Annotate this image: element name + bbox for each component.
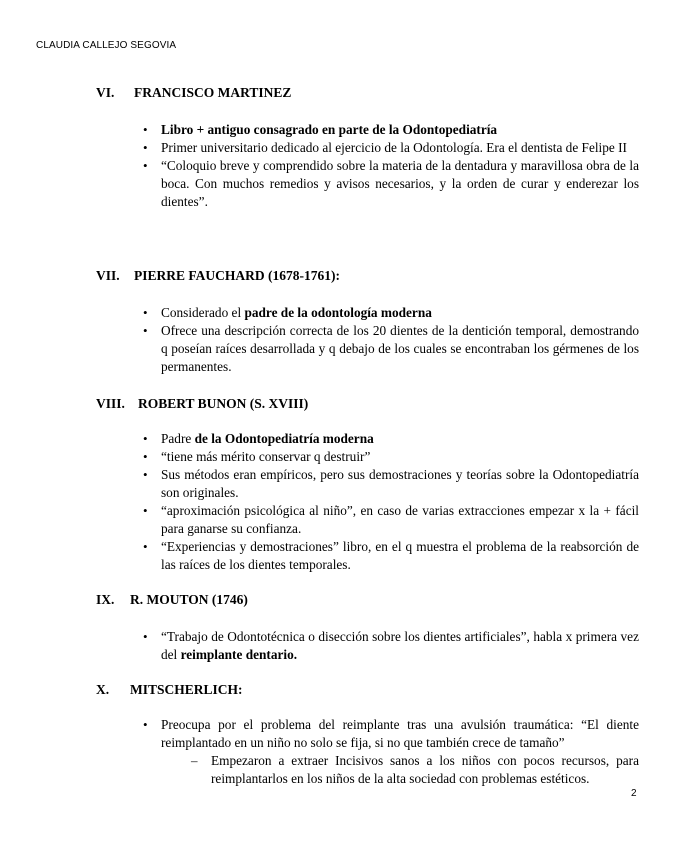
bullet-list xyxy=(140,716,639,752)
list-item: • “Coloquio breve y comprendido sobre la materia de la dentadura y maravillosa obra de la boca. Con muchos remedios y avisos necesarios, y la orden de curar y enderezar los dientes”. xyxy=(140,157,639,211)
section-number: VI. xyxy=(96,85,115,100)
list-item: • “aproximación psicológica al niño”, en caso de varias extracciones empezar x la + fácil para ganarse su confianza. xyxy=(140,502,639,538)
section-heading xyxy=(96,682,243,698)
section-number: VII. xyxy=(96,268,120,283)
section-number: VIII. xyxy=(96,396,125,411)
bullet-list xyxy=(140,304,639,376)
sub-bullet-list xyxy=(140,752,639,788)
list-item: • Sus métodos eran empíricos, pero sus demostraciones y teorías sobre la Odontopediatría son originales. xyxy=(140,466,639,502)
list-item: • “tiene más mérito conservar q destruir” xyxy=(140,448,639,466)
bold-text: de la Odontopediatría moderna xyxy=(194,431,374,446)
page-number: 2 xyxy=(631,788,637,799)
section-number: IX. xyxy=(96,592,115,607)
sub-list-item: – Empezaron a extraer Incisivos sanos a los niños con pocos recursos, para reimplantarlos en los niños de la alta sociedad con problemas estéticos. xyxy=(140,752,639,788)
section-heading xyxy=(96,592,248,608)
section-title: MITSCHERLICH: xyxy=(130,682,243,697)
list-item: • Preocupa por el problema del reimplante tras una avulsión traumática: “El diente reimplantado en un niño no solo se fija, si no que también crece de tamaño” xyxy=(140,716,639,752)
bold-text: padre de la odontología moderna xyxy=(244,305,432,320)
list-item: • Ofrece una descripción correcta de los 20 dientes de la dentición temporal, demostrando q poseían raíces desarrollada y q debajo de los cuales se encontraban los gérmenes de los permanentes. xyxy=(140,322,639,376)
list-item: • Considerado el padre de la odontología moderna xyxy=(140,304,639,322)
bullet-list xyxy=(140,628,639,664)
section-heading xyxy=(96,268,340,284)
section-title: FRANCISCO MARTINEZ xyxy=(134,85,292,100)
section-title: ROBERT BUNON (S. XVIII) xyxy=(138,396,309,411)
list-item: • “Trabajo de Odontotécnica o disección sobre los dientes artificiales”, habla x primera vez del reimplante dentario. xyxy=(140,628,639,664)
list-item: • “Experiencias y demostraciones” libro, en el q muestra el problema de la reabsorción de las raíces de los dientes temporales. xyxy=(140,538,639,574)
page-header: CLAUDIA CALLEJO SEGOVIA xyxy=(36,40,177,51)
section-title: PIERRE FAUCHARD (1678-1761): xyxy=(134,268,340,283)
section-heading xyxy=(96,396,308,412)
bullet-list xyxy=(140,430,639,574)
list-item: • Padre de la Odontopediatría moderna xyxy=(140,430,639,448)
bullet-list xyxy=(140,121,639,211)
section-title: R. MOUTON (1746) xyxy=(130,592,248,607)
list-item: • Primer universitario dedicado al ejercicio de la Odontología. Era el dentista de Felipe II xyxy=(140,139,639,157)
bold-text: Libro + antiguo consagrado en parte de la Odontopediatría xyxy=(161,122,498,137)
section-heading xyxy=(96,85,291,101)
section-number: X. xyxy=(96,682,110,697)
bold-text: reimplante dentario. xyxy=(180,647,298,662)
list-item xyxy=(140,121,639,139)
